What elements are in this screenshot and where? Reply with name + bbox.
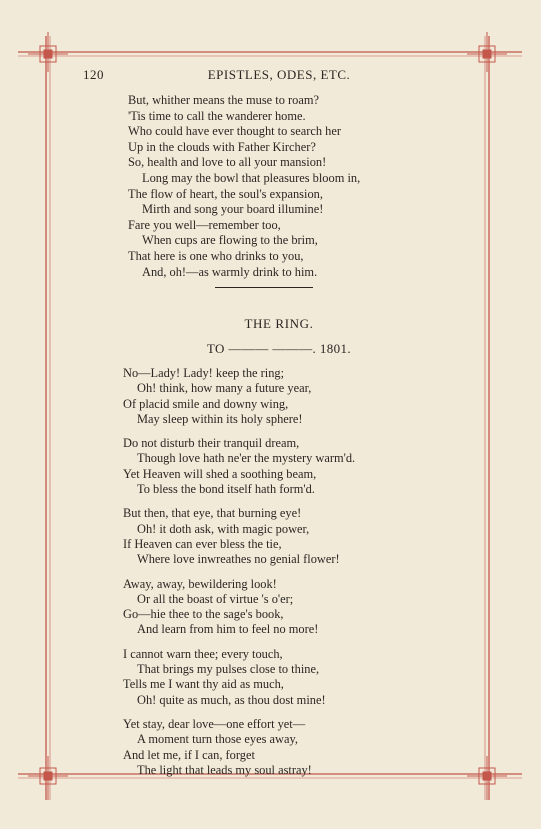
verse-line: To bless the bond itself hath form'd.	[137, 482, 315, 497]
verse-line: Tells me I want thy aid as much,	[123, 677, 284, 692]
verse-line: Long may the bowl that pleasures bloom in,	[142, 170, 361, 185]
verse-line: Who could have ever thought to search her	[128, 124, 341, 139]
stanza	[123, 577, 503, 638]
verse-line: Oh! it doth ask, with magic power,	[137, 521, 310, 536]
verse-line: May sleep within its holy sphere!	[137, 411, 303, 426]
verse-line: Of placid smile and downy wing,	[123, 396, 289, 411]
verse-line: So, health and love to all your mansion!	[128, 155, 327, 170]
verse-line: Oh! think, how many a future year,	[137, 381, 312, 396]
verse-line: The light that leads my soul astray!	[137, 762, 312, 777]
intro-verse	[128, 93, 488, 280]
verse-line: That here is one who drinks to you,	[128, 248, 304, 263]
verse-line: And let me, if I can, forget	[123, 747, 255, 762]
verse-line: And, oh!—as warmly drink to him.	[142, 264, 318, 279]
verse-line: Or all the boast of virtue 's o'er;	[137, 591, 294, 606]
verse-line: No—Lady! Lady! keep the ring;	[123, 366, 285, 380]
verse-line: Away, away, bewildering look!	[123, 576, 277, 591]
verse-line: If Heaven can ever bless the tie,	[123, 536, 282, 551]
stanza	[123, 436, 503, 497]
poem-dedication: TO ——— ———. 1801.	[206, 341, 352, 356]
verse-line: Go—hie thee to the sage's book,	[123, 607, 284, 622]
stanza	[123, 647, 503, 708]
verse-line: But, whither means the muse to roam?	[128, 93, 319, 107]
verse-line: But then, that eye, that burning eye!	[123, 506, 302, 521]
stanza	[123, 506, 503, 567]
verse-line: I cannot warn thee; every touch,	[123, 646, 283, 661]
verse-line: Though love hath ne'er the mystery warm'd.	[137, 451, 356, 466]
poem-title: THE RING.	[244, 316, 314, 331]
verse-line: Where love inwreathes no genial flower!	[137, 552, 340, 567]
verse-line: 'Tis time to call the wanderer home.	[128, 108, 306, 123]
verse-line: Fare you well—remember too,	[128, 217, 281, 232]
verse-line: Yet stay, dear love—one effort yet—	[123, 716, 306, 731]
stanza	[123, 366, 503, 427]
verse-line: Up in the clouds with Father Kircher?	[128, 139, 316, 154]
stanza	[123, 717, 503, 778]
running-title: EPISTLES, ODES, ETC.	[207, 67, 351, 82]
verse-line: The flow of heart, the soul's expansion,	[128, 186, 323, 201]
page-number: 120	[83, 67, 104, 82]
verse-line: That brings my pulses close to thine,	[137, 662, 320, 677]
verse-line: A moment turn those eyes away,	[137, 732, 298, 747]
verse-line: And learn from him to feel no more!	[137, 622, 319, 637]
verse-line: When cups are flowing to the brim,	[142, 233, 318, 248]
poem-body	[123, 366, 503, 787]
section-divider	[215, 287, 313, 288]
verse-line: Yet Heaven will shed a soothing beam,	[123, 466, 317, 481]
verse-line: Mirth and song your board illumine!	[142, 202, 324, 217]
verse-line: Oh! quite as much, as thou dost mine!	[137, 692, 326, 707]
verse-line: Do not disturb their tranquil dream,	[123, 436, 300, 451]
